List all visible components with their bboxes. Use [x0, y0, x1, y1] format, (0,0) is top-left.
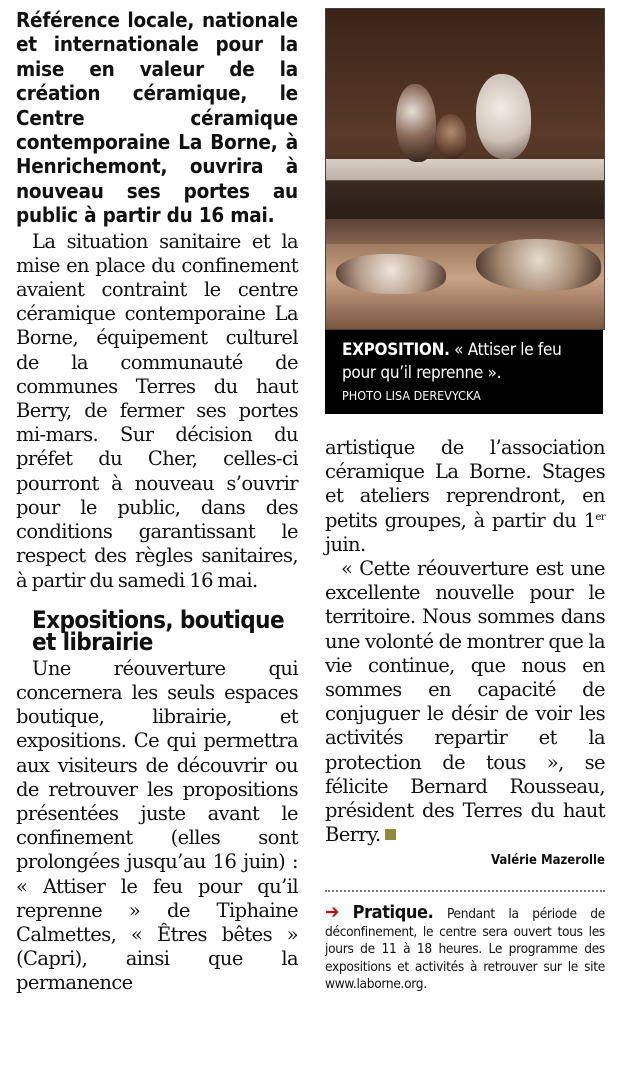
- ceramic-piece: [336, 254, 446, 294]
- left-column: [16, 8, 298, 996]
- pratique-label: Pratique.: [352, 902, 434, 924]
- arrow-icon: ➔: [325, 901, 340, 924]
- right-text: [325, 436, 605, 994]
- ceramic-piece: [476, 239, 601, 291]
- article-quote: [325, 557, 605, 847]
- paragraph-2-continued-text: artistique de l’association céramique La Borne. Stages et ateliers reprendront, en petits groupes, à partir du 1: [325, 436, 605, 532]
- ceramic-piece: [396, 84, 436, 162]
- caption-title: « Attiser le feu pour qu’il reprenne ».: [342, 340, 562, 383]
- article-lead: Référence locale, nationale et internationale pour la mise en valeur de la création céramique, le Centre céramique contemporaine La Borne, à Henrichemont, ouvrira à nouveau ses portes au public à partir du 16 mai.: [16, 8, 298, 228]
- article-paragraph-2: Une réouverture qui concernera les seuls espaces boutique, librairie, et expositions. Ce qui permettra aux visiteurs de découvrir ou de retrouver les propositions présentées juste avant le confinement (elles sont prolongées jusqu’au 16 juin) : « Attiser le feu pour qu’il reprenne » de Tiphaine Calmettes, « Êtres bêtes » (Capri), ainsi que la permanence: [16, 656, 298, 995]
- article-subheading: Expositions, boutique et librairie: [32, 605, 284, 656]
- pratique-text: Pendant la période de déconfinement, le centre sera ouvert tous les jours de 11 à 18 heures. Le programme des expositions et activités à retrouver sur le site www.laborne.org.: [325, 906, 605, 993]
- photo-caption: [325, 330, 603, 414]
- article-paragraph-1: La situation sanitaire et la mise en place du confinement avaient contraint le centre céramique contemporaine La Borne, équipement culturel de la communauté de communes Terres du haut Berry, de fermer ses portes mi-mars. Sur décision du préfet du Cher, celles-ci pourront à nouveau s’ouvrir pour le public, dans des conditions garantissant le respect des règles sanitaires, à partir du samedi 16 mai.: [16, 229, 298, 592]
- end-square-icon: [385, 829, 396, 840]
- caption-text: [342, 339, 590, 385]
- photo-shelf: [326, 159, 604, 219]
- article-paragraph-2-continued: [325, 436, 605, 557]
- ordinal-superscript: er: [595, 511, 605, 523]
- right-column: [325, 8, 605, 994]
- paragraph-2-end: juin.: [325, 532, 366, 556]
- ceramic-piece: [436, 114, 466, 159]
- caption-label: EXPOSITION.: [342, 340, 450, 360]
- quote-text: « Cette réouverture est une excellente nouvelle pour le territoire. Nous sommes dans une volonté de montrer que la vie continue, que nous en sommes en capacité de conjuguer le désir de voir les activités repartir et la protection de tous », se félicite Bernard Rousseau, président des Terres du haut Berry.: [325, 557, 605, 847]
- exhibition-photo: [325, 8, 605, 330]
- article-author: Valérie Mazerolle: [491, 853, 605, 869]
- ceramic-piece: [476, 74, 531, 159]
- pratique-box: [325, 890, 605, 994]
- photo-credit: PHOTO LISA DEREVYCKA: [342, 388, 481, 403]
